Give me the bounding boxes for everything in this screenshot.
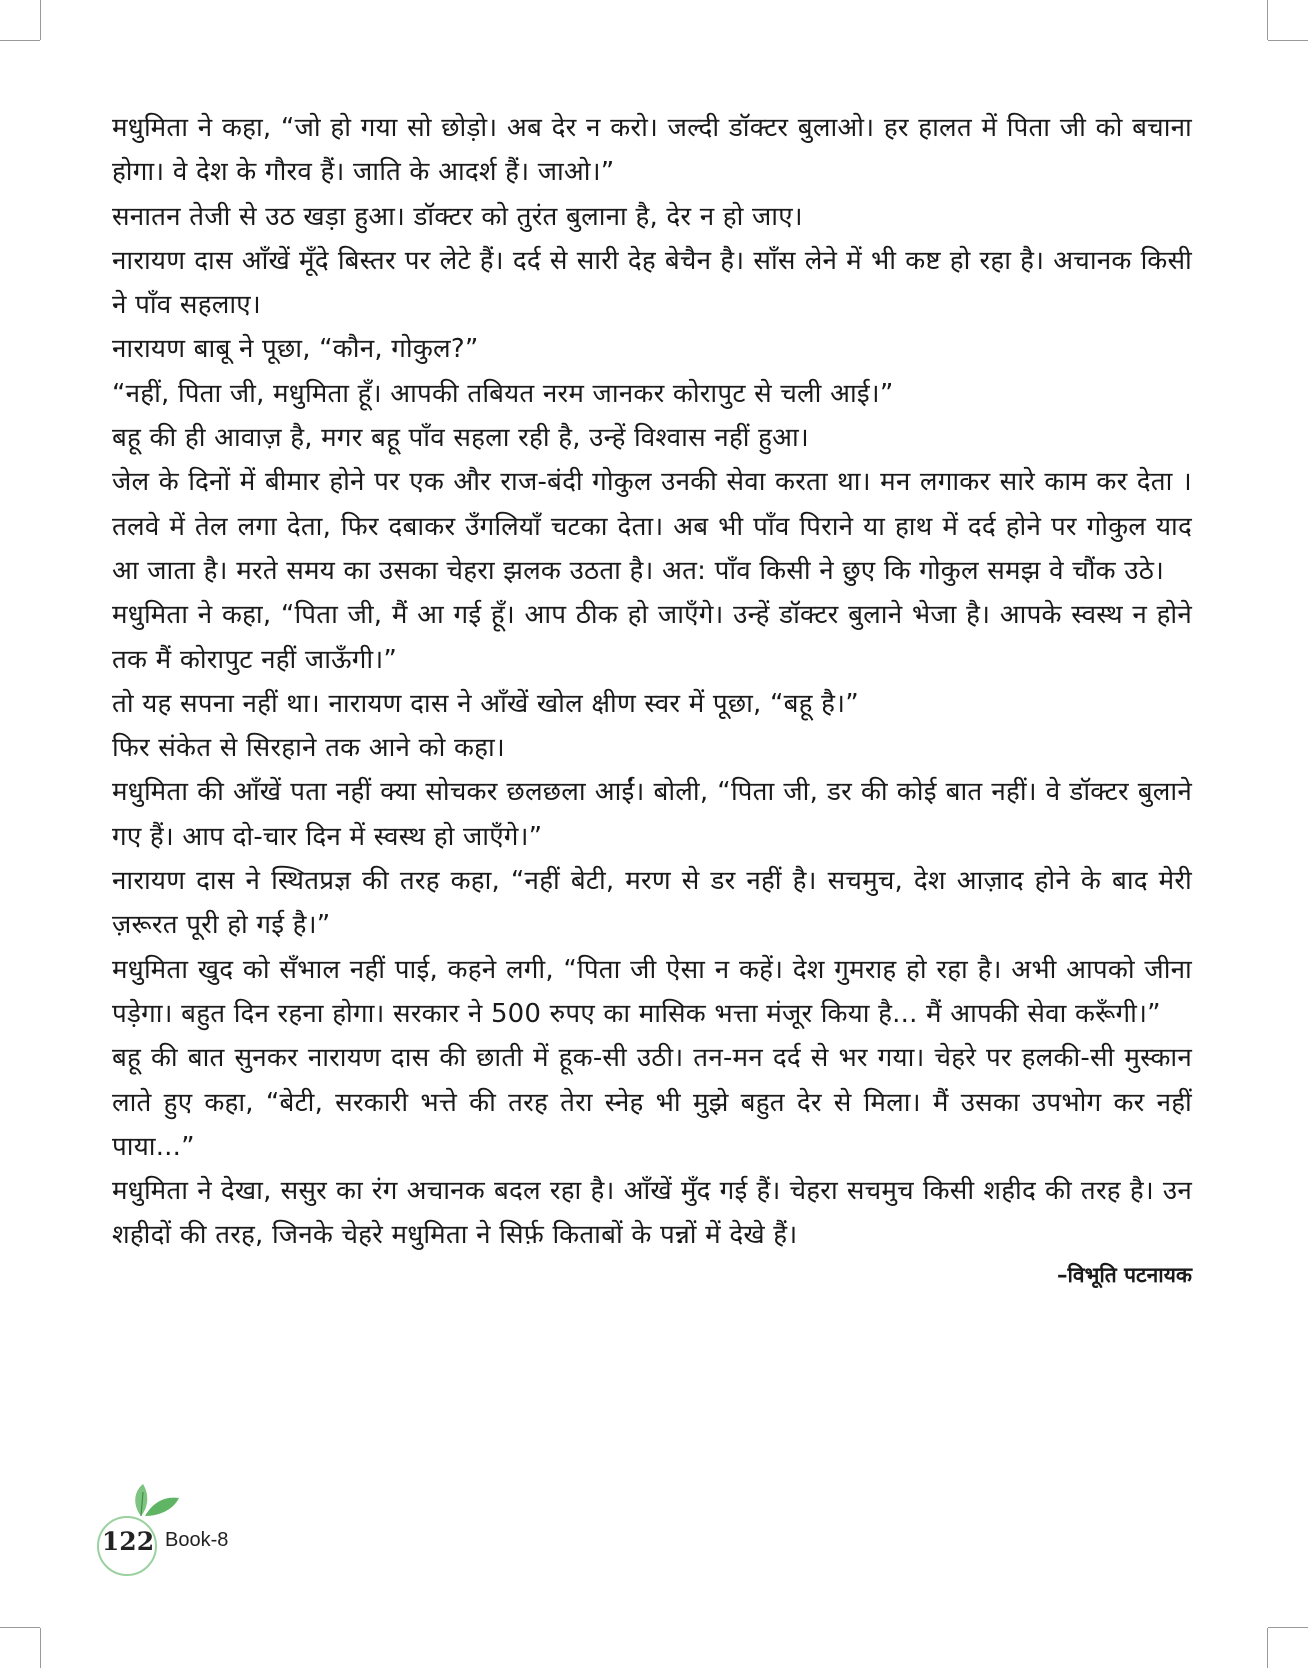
page-number: 122 <box>101 1527 155 1556</box>
author-credit: –विभूति पटनायक <box>1056 1262 1192 1287</box>
crop-mark <box>40 1628 41 1668</box>
crop-mark <box>40 0 41 40</box>
leaf-icon <box>127 1478 183 1518</box>
crop-mark <box>1268 40 1308 41</box>
crop-mark <box>0 40 40 41</box>
book-label: Book-8 <box>165 1529 229 1551</box>
crop-mark <box>1267 0 1268 40</box>
paragraph: मधुमिता ने कहा, “पिता जी, मैं आ गई हूँ। आप ठीक हो जाएँगे। उन्हें डॉक्टर बुलाने भेजा है। आपके स्वस्थ न होने तक मैं कोरापुट नहीं जाऊँगी।” <box>112 600 1192 675</box>
page-footer <box>97 1508 257 1578</box>
story-text <box>112 106 1192 1290</box>
paragraph: तो यह सपना नहीं था। नारायण दास ने आँखें खोल क्षीण स्वर में पूछा, “बहू है।” <box>112 688 859 719</box>
crop-mark <box>1268 1627 1308 1628</box>
crop-mark <box>1267 1628 1268 1668</box>
paragraph: “नहीं, पिता जी, मधुमिता हूँ। आपकी तबियत नरम जानकर कोरापुट से चली आई।” <box>112 378 894 409</box>
paragraph: नारायण दास ने स्थितप्रज्ञ की तरह कहा, “नहीं बेटी, मरण से डर नहीं है। सचमुच, देश आज़ाद होने के बाद मेरी ज़रूरत पूरी हो गई है।” <box>112 866 1192 941</box>
paragraph: जेल के दिनों में बीमार होने पर एक और राज-बंदी गोकुल उनकी सेवा करता था। मन लगाकर सारे काम कर देता । तलवे में तेल लगा देता, फिर दबाकर उँगलियाँ चटका देता। अब भी पाँव पिराने या हाथ में दर्द होने पर गोकुल याद आ जाता है। मरते समय का उसका चेहरा झलक उठता है। अत: पाँव किसी ने छुए कि गोकुल समझ वे चौंक उठे। <box>112 467 1192 586</box>
paragraph: मधुमिता ने कहा, “जो हो गया सो छोड़ो। अब देर न करो। जल्दी डॉक्टर बुलाओ। हर हालत में पिता जी को बचाना होगा। वे देश के गौरव हैं। जाति के आदर्श हैं। जाओ।” <box>112 113 1192 188</box>
paragraph: बहू की बात सुनकर नारायण दास की छाती में हूक-सी उठी। तन-मन दर्द से भर गया। चेहरे पर हलकी-सी मुस्कान लाते हुए कहा, “बेटी, सरकारी भत्ते की तरह तेरा स्नेह भी मुझे बहुत देर से मिला। मैं उसका उपभोग कर नहीं पाया...” <box>112 1043 1192 1162</box>
crop-mark <box>0 1627 40 1628</box>
paragraph: मधुमिता की आँखें पता नहीं क्या सोचकर छलछला आईं। बोली, “पिता जी, डर की कोई बात नहीं। वे डॉक्टर बुलाने गए हैं। आप दो-चार दिन में स्वस्थ हो जाएँगे।” <box>112 777 1192 852</box>
paragraph: नारायण बाबू ने पूछा, “कौन, गोकुल?” <box>112 334 479 365</box>
paragraph: सनातन तेजी से उठ खड़ा हुआ। डॉक्टर को तुरंत बुलाना है, देर न हो जाए। <box>112 201 803 232</box>
paragraph: बहू की ही आवाज़ है, मगर बहू पाँव सहला रही है, उन्हें विश्वास नहीं हुआ। <box>112 423 809 454</box>
paragraph: मधुमिता ने देखा, ससुर का रंग अचानक बदल रहा है। आँखें मुँद गई हैं। चेहरा सचमुच किसी शहीद की तरह है। उन शहीदों की तरह, जिनके चेहरे मधुमिता ने सिर्फ़ किताबों के पन्नों में देखे हैं। <box>112 1176 1192 1251</box>
paragraph: नारायण दास आँखें मूँदे बिस्तर पर लेटे हैं। दर्द से सारी देह बेचैन है। साँस लेने में भी कष्ट हो रहा है। अचानक किसी ने पाँव सहलाए। <box>112 245 1192 321</box>
paragraph: फिर संकेत से सिरहाने तक आने को कहा। <box>112 733 505 764</box>
paragraph: मधुमिता खुद को सँभाल नहीं पाई, कहने लगी, “पिता जी ऐसा न कहें। देश गुमराह हो रहा है। अभी आपको जीना पड़ेगा। बहुत दिन रहना होगा। सरकार ने 500 रुपए का मासिक भत्ता मंजूर किया है... मैं आपकी सेवा करूँगी।” <box>112 954 1192 1029</box>
